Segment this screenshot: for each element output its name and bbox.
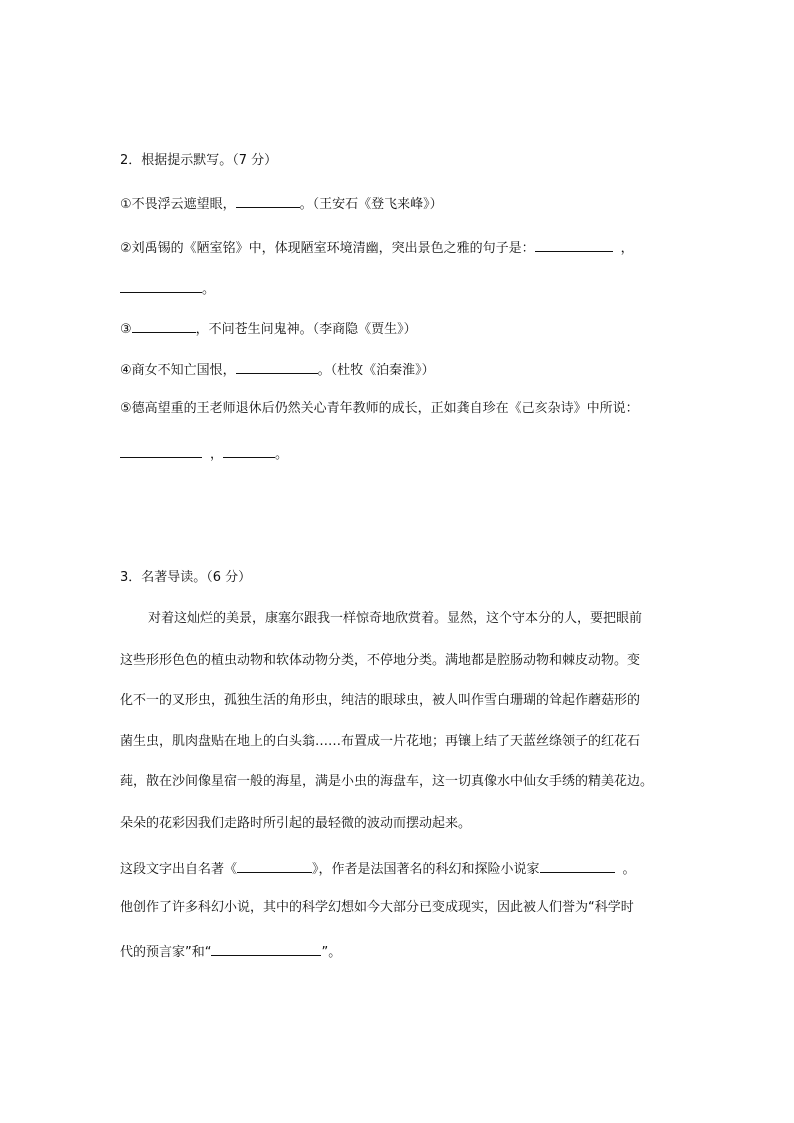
q2-item-2-cont [120, 278, 215, 299]
q2-item-1 [120, 193, 443, 214]
q2-item-3-suffix: ，不问苍生问鬼神。（李商隐《贾生》） [195, 322, 417, 337]
q2-item-1-suffix: 。（王安石《登飞来峰》） [299, 197, 443, 212]
q3-question-line-2: 他创作了许多科幻小说，其中的科学幻想如今大部分已变成现实，因此被人们誉为“科学时 [120, 900, 634, 915]
answer-blank[interactable] [236, 359, 318, 374]
answer-blank[interactable] [540, 858, 615, 873]
passage-line: 朵朵的花彩因我们走路时所引起的最轻微的波动而摆动起来。 [120, 816, 472, 831]
answer-blank[interactable] [236, 193, 300, 208]
q3-question-line-3 [120, 941, 341, 962]
q3-question-part-1: 这段文字出自名著《 [120, 862, 238, 877]
answer-blank[interactable] [211, 941, 321, 956]
q2-item-4-suffix: 。（杜牧《泊秦淮》） [317, 363, 435, 378]
answer-blank[interactable] [120, 443, 202, 458]
q3-question-part-3: 。 [622, 862, 636, 877]
answer-blank[interactable] [223, 443, 275, 458]
q2-item-4 [120, 359, 435, 380]
q2-item-2 [120, 237, 634, 258]
q2-item-3 [120, 318, 417, 339]
q3-question-part-2: 》，作者是法国著名的科幻和探险小说家 [312, 862, 540, 877]
q3-question-line-3-suffix: ”。 [321, 945, 342, 960]
q2-item-4-prefix: ④商女不知亡国恨， [120, 363, 236, 378]
q2-item-5-cont [120, 443, 288, 464]
q2-item-2-comma: ， [620, 241, 634, 256]
answer-blank[interactable] [535, 237, 613, 252]
q2-item-3-prefix: ③ [120, 322, 132, 337]
answer-blank[interactable] [132, 318, 196, 333]
answer-blank[interactable] [120, 278, 202, 293]
passage-line: 菌生虫，肌肉盘贴在地上的白头翁……布置成一片花地；再镶上结了天蓝丝绦领子的红花石 [120, 734, 641, 749]
q3-heading: 3．名著导读。（6 分） [120, 570, 252, 585]
answer-blank[interactable] [237, 858, 312, 873]
q2-item-2-text: ②刘禹锡的《陋室铭》中，体现陋室环境清幽，突出景色之雅的句子是： [120, 241, 535, 256]
passage-line: 对着这灿烂的美景，康塞尔跟我一样惊奇地欣赏着。显然，这个守本分的人，要把眼前 [148, 611, 643, 626]
passage-line: 这些形形色色的植虫动物和软体动物分类，不停地分类。满地都是腔肠动物和棘皮动物。变 [120, 653, 641, 668]
q2-item-5: ⑤德高望重的王老师退休后仍然关心青年教师的成长，正如龚自珍在《己亥杂诗》中所说： [120, 401, 639, 416]
q2-item-5-period: 。 [275, 447, 289, 462]
q2-heading: 2．根据提示默写。（7 分） [120, 153, 278, 168]
q3-question-line-1 [120, 858, 636, 879]
passage-line: 莼，散在沙间像星宿一般的海星，满是小虫的海盘车，这一切真像水中仙女手绣的精美花边。 [120, 774, 654, 789]
passage-line: 化不一的叉形虫，孤独生活的角形虫，纯洁的眼球虫，被人叫作雪白珊瑚的耸起作蘑菇形的 [120, 693, 641, 708]
q3-question-line-3-prefix: 代的预言家”和“ [120, 945, 212, 960]
q2-item-1-prefix: ①不畏浮云遮望眼， [120, 197, 236, 212]
q2-item-2-period: 。 [202, 282, 216, 297]
q2-item-5-comma: ， [210, 447, 224, 462]
